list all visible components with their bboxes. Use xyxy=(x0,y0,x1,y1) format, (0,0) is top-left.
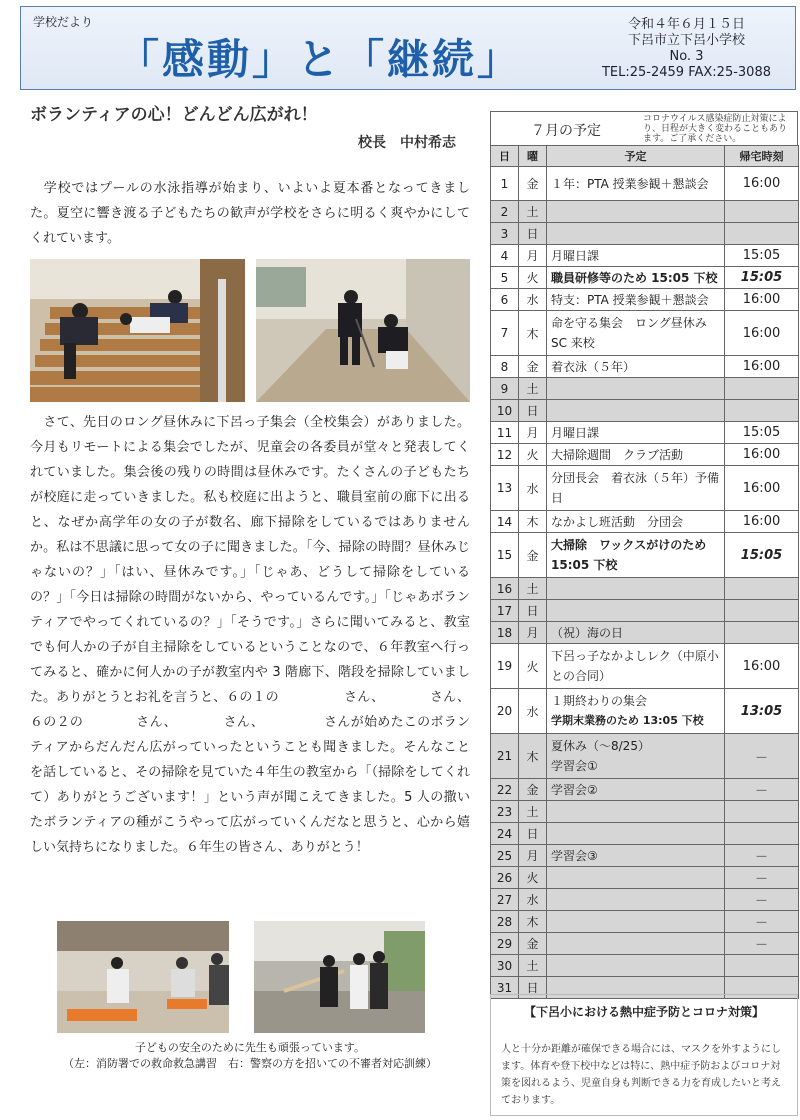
schedule-row xyxy=(491,267,799,289)
schedule-event: 大掃除週間 クラブ活動 xyxy=(547,444,725,466)
schedule-weekday: 火 xyxy=(519,267,547,289)
schedule-return-time: 16:00 xyxy=(725,311,799,356)
schedule-return-time: 16:00 xyxy=(725,644,799,689)
schedule-weekday: 金 xyxy=(519,356,547,378)
schedule-day: 26 xyxy=(491,867,519,889)
article-paragraph-1: 学校ではプールの水泳指導が始まり、いよいよ夏本番となってきました。夏空に響き渡る子どもたちの歓声が学校をさらに明るく爽やかにしてくれています。 xyxy=(30,181,470,246)
issue-date: 令和４年６月１５日 xyxy=(627,17,745,32)
schedule-event: 月曜日課 xyxy=(547,422,725,444)
schedule-event: 月曜日課 xyxy=(547,245,725,267)
schedule-weekday: 日 xyxy=(519,223,547,245)
schedule-day: 17 xyxy=(491,600,519,622)
schedule-weekday: 金 xyxy=(519,933,547,955)
schedule-return-time xyxy=(725,378,799,400)
schedule-row xyxy=(491,511,799,533)
schedule-weekday: 火 xyxy=(519,867,547,889)
schedule-event xyxy=(547,911,725,933)
schedule-event-line: 学期末業務のため 13:05 下校 xyxy=(551,714,704,727)
schedule-row xyxy=(491,223,799,245)
schedule-return-time: 15:05 xyxy=(725,533,799,578)
header-event: 予定 xyxy=(547,146,725,167)
schedule-day: 24 xyxy=(491,823,519,845)
schedule-weekday: 木 xyxy=(519,511,547,533)
schedule-row xyxy=(491,444,799,466)
schedule-day: 18 xyxy=(491,622,519,644)
schedule-weekday: 金 xyxy=(519,533,547,578)
schedule-return-time: 16:00 xyxy=(725,167,799,201)
schedule-event xyxy=(547,578,725,600)
schedule-weekday: 日 xyxy=(519,823,547,845)
schedule-row xyxy=(491,689,799,734)
schedule-weekday: 日 xyxy=(519,600,547,622)
schedule-day: 29 xyxy=(491,933,519,955)
schedule-return-time xyxy=(725,801,799,823)
photo-caption xyxy=(30,1040,470,1072)
schedule-title: ７月の予定 xyxy=(531,123,601,139)
schedule-weekday: 火 xyxy=(519,644,547,689)
schedule-header-row xyxy=(491,146,799,167)
schedule-return-time xyxy=(725,578,799,600)
schedule-return-time xyxy=(725,955,799,977)
schedule-row xyxy=(491,911,799,933)
schedule-return-time: － xyxy=(725,867,799,889)
schedule-weekday: 土 xyxy=(519,578,547,600)
schedule-weekday: 土 xyxy=(519,201,547,223)
schedule-day: 25 xyxy=(491,845,519,867)
schedule-return-time: 16:00 xyxy=(725,289,799,311)
schedule-weekday: 日 xyxy=(519,400,547,422)
schedule-day: 16 xyxy=(491,578,519,600)
schedule-weekday: 金 xyxy=(519,779,547,801)
schedule-day: 5 xyxy=(491,267,519,289)
header-day: 日 xyxy=(491,146,519,167)
schedule-event xyxy=(547,689,725,734)
schedule-row xyxy=(491,289,799,311)
schedule-weekday: 月 xyxy=(519,422,547,444)
heatstroke-title: 【下呂小における熱中症予防とコロナ対策】 xyxy=(523,1005,764,1019)
schedule-event: 特支：PTA 授業参観＋懇談会 xyxy=(547,289,725,311)
schedule-day: 12 xyxy=(491,444,519,466)
schedule-event-line: １期終わりの集会 xyxy=(551,694,648,708)
schedule-event: 着衣泳（５年） xyxy=(547,356,725,378)
schedule-weekday: 水 xyxy=(519,289,547,311)
photo-first-aid-training xyxy=(57,921,229,1033)
schedule-row xyxy=(491,311,799,356)
schedule-day: 7 xyxy=(491,311,519,356)
schedule-day: 20 xyxy=(491,689,519,734)
header-return-time: 帰宅時刻 xyxy=(725,146,799,167)
schedule-event: 学習会③ xyxy=(547,845,725,867)
schedule-return-time: － xyxy=(725,779,799,801)
schedule-return-time: 16:00 xyxy=(725,356,799,378)
schedule-event xyxy=(547,223,725,245)
schedule-row xyxy=(491,644,799,689)
schedule-return-time: － xyxy=(725,845,799,867)
newsletter-header xyxy=(20,6,796,90)
schedule-return-time: － xyxy=(725,889,799,911)
photo-stairs-cleaning xyxy=(30,259,245,402)
schedule-event xyxy=(547,600,725,622)
schedule-return-time xyxy=(725,600,799,622)
schedule-day: 8 xyxy=(491,356,519,378)
schedule-day: 11 xyxy=(491,422,519,444)
schedule-note: コロナウイルス感染症防止対策により、日程が大きく変わることもあります。ご了承ください。 xyxy=(643,114,788,144)
schedule-row xyxy=(491,955,799,977)
schedule-day: 30 xyxy=(491,955,519,977)
newsletter-title: 「感動」と「継続」 xyxy=(117,35,523,84)
newsletter-label: 学校だより xyxy=(33,15,94,29)
schedule-day: 10 xyxy=(491,400,519,422)
schedule-day: 15 xyxy=(491,533,519,578)
schedule-event xyxy=(547,933,725,955)
schedule-weekday: 月 xyxy=(519,845,547,867)
photo-caption-line-1: 子どもの安全のために先生も頑張っています。 xyxy=(134,1041,366,1054)
schedule-event xyxy=(547,400,725,422)
schedule-event: 学習会② xyxy=(547,779,725,801)
photo-caption-line-2: （左：消防署での救命救急講習 右：警察の方を招いての不審者対応訓練） xyxy=(63,1057,437,1070)
schedule-day: 23 xyxy=(491,801,519,823)
schedule-day: 22 xyxy=(491,779,519,801)
schedule-event xyxy=(547,801,725,823)
schedule-event: 夏休み（～8/25） 学習会① xyxy=(547,734,725,779)
photo-hallway-cleaning xyxy=(256,259,470,402)
schedule-weekday: 火 xyxy=(519,444,547,466)
contact-info: TEL:25-2459 FAX:25-3088 xyxy=(601,65,771,80)
school-name: 下呂市立下呂小学校 xyxy=(627,33,745,48)
schedule-title-row xyxy=(490,111,798,145)
schedule-day: 14 xyxy=(491,511,519,533)
schedule-return-time xyxy=(725,201,799,223)
schedule-event: 分団長会 着衣泳（５年）予備日 xyxy=(547,466,725,511)
schedule-event: 職員研修等のため 15:05 下校 xyxy=(547,267,725,289)
schedule-day: 6 xyxy=(491,289,519,311)
schedule-row xyxy=(491,167,799,201)
schedule-row xyxy=(491,400,799,422)
schedule-day: 27 xyxy=(491,889,519,911)
article-paragraph-2: さて、先日のロング昼休みに下呂っ子集会（全校集会）がありました。今月もリモートによる集会でしたが、児童会の各委員が堂々と発表してくれていました。集会後の残りの時間は昼休みです。たくさんの子どもたちが校庭に走っていきました。私も校庭に出ようと、職員室前の廊下に出ると、なぜか高学年の女の子が数名、廊下掃除をしているではありませんか。私は不思議に思って女の子に聞きました。「今、掃除の時間？昼休みじゃないの？」「はい、昼休みです。」「じゃあ、どうして掃除をしているの？」「今日は掃除の時間がないから、やっているんです。」「じゃあボランティアでやってくれているの？」「そうです。」さらに聞いてみると、教室でも何人かの子が自主掃除をしているということなので、６年教室へ行ってみると、確かに何人かの子が教室内や 3 階廊下、階段を掃除していました。ありがとうとお礼を言うと、６の１の さん、 さん、６の２の さん、 さん、 さんが始めたこのボランティアからだんだん広がっていったということも聞きました。そんなことを話していると、その掃除を見ていた４年生の教室から「（掃除をしてくれて）ありがとうございます！」という声が聞こえてきました。5 人の撒いたボランティアの種がこうやって広がっていくんだなと思うと、心から嬉しい気持ちになりました。６年生の皆さん、ありがとう！ xyxy=(30,415,470,855)
article-author: 校長 中村希志 xyxy=(358,135,456,151)
schedule-row xyxy=(491,734,799,779)
schedule-row xyxy=(491,378,799,400)
schedule-row xyxy=(491,801,799,823)
schedule-return-time: 16:00 xyxy=(725,511,799,533)
schedule-day: 28 xyxy=(491,911,519,933)
schedule-event xyxy=(547,889,725,911)
header-weekday: 曜 xyxy=(519,146,547,167)
schedule-day: 2 xyxy=(491,201,519,223)
schedule-row xyxy=(491,845,799,867)
schedule-row xyxy=(491,600,799,622)
schedule-row xyxy=(491,889,799,911)
schedule-row xyxy=(491,201,799,223)
heatstroke-notice xyxy=(490,994,798,1116)
schedule-day: 1 xyxy=(491,167,519,201)
schedule-weekday: 日 xyxy=(519,977,547,999)
schedule-return-time: 15:05 xyxy=(725,267,799,289)
schedule-weekday: 木 xyxy=(519,311,547,356)
schedule-day: 3 xyxy=(491,223,519,245)
issue-number: No. 3 xyxy=(669,49,704,64)
schedule-weekday: 月 xyxy=(519,622,547,644)
school-info xyxy=(602,17,771,81)
schedule-return-time: 16:00 xyxy=(725,444,799,466)
heatstroke-body: 人と十分か距離が確保できる場合には、マスクを外すようにします。体育や登下校中などは特に、熱中症予防およびコロナ対策を図れるよう、児童自身も判断できる力を育成したいと考えております。 xyxy=(501,1044,781,1106)
schedule-event: 命を守る集会 ロング昼休み SC 来校 xyxy=(547,311,725,356)
schedule-day: 19 xyxy=(491,644,519,689)
schedule-return-time: 15:05 xyxy=(725,245,799,267)
schedule-row xyxy=(491,779,799,801)
schedule-weekday: 水 xyxy=(519,889,547,911)
schedule-row xyxy=(491,867,799,889)
schedule-return-time xyxy=(725,400,799,422)
july-schedule xyxy=(490,111,798,999)
schedule-return-time: － xyxy=(725,933,799,955)
schedule-return-time: 16:00 xyxy=(725,466,799,511)
schedule-weekday: 水 xyxy=(519,466,547,511)
schedule-weekday: 土 xyxy=(519,801,547,823)
schedule-event: 大掃除 ワックスがけのため 15:05 下校 xyxy=(547,533,725,578)
schedule-weekday: 土 xyxy=(519,378,547,400)
schedule-return-time xyxy=(725,622,799,644)
schedule-return-time xyxy=(725,823,799,845)
schedule-day: 21 xyxy=(491,734,519,779)
schedule-table xyxy=(490,145,799,999)
schedule-return-time: － xyxy=(725,734,799,779)
schedule-event: （祝）海の日 xyxy=(547,622,725,644)
schedule-event xyxy=(547,378,725,400)
schedule-row xyxy=(491,245,799,267)
schedule-row xyxy=(491,533,799,578)
schedule-event xyxy=(547,867,725,889)
schedule-row xyxy=(491,622,799,644)
schedule-weekday: 金 xyxy=(519,167,547,201)
schedule-event: １年：PTA 授業参観＋懇談会 xyxy=(547,167,725,201)
schedule-event: 下呂っ子なかよしレク（中原小との合同） xyxy=(547,644,725,689)
schedule-weekday: 水 xyxy=(519,689,547,734)
schedule-weekday: 土 xyxy=(519,955,547,977)
schedule-day: 9 xyxy=(491,378,519,400)
schedule-return-time: 15:05 xyxy=(725,422,799,444)
article-headline: ボランティアの心！どんどん広がれ！ xyxy=(30,105,318,125)
schedule-day: 4 xyxy=(491,245,519,267)
schedule-weekday: 月 xyxy=(519,245,547,267)
schedule-row xyxy=(491,466,799,511)
schedule-day: 31 xyxy=(491,977,519,999)
schedule-weekday: 木 xyxy=(519,734,547,779)
schedule-row xyxy=(491,823,799,845)
schedule-row xyxy=(491,422,799,444)
schedule-event xyxy=(547,823,725,845)
schedule-day: 13 xyxy=(491,466,519,511)
schedule-row xyxy=(491,356,799,378)
schedule-return-time: 13:05 xyxy=(725,689,799,734)
schedule-row xyxy=(491,578,799,600)
schedule-weekday: 木 xyxy=(519,911,547,933)
schedule-event: なかよし班活動 分団会 xyxy=(547,511,725,533)
schedule-return-time: － xyxy=(725,911,799,933)
schedule-return-time xyxy=(725,223,799,245)
schedule-event xyxy=(547,201,725,223)
photo-safety-drill xyxy=(254,921,425,1033)
schedule-row xyxy=(491,933,799,955)
schedule-event xyxy=(547,955,725,977)
